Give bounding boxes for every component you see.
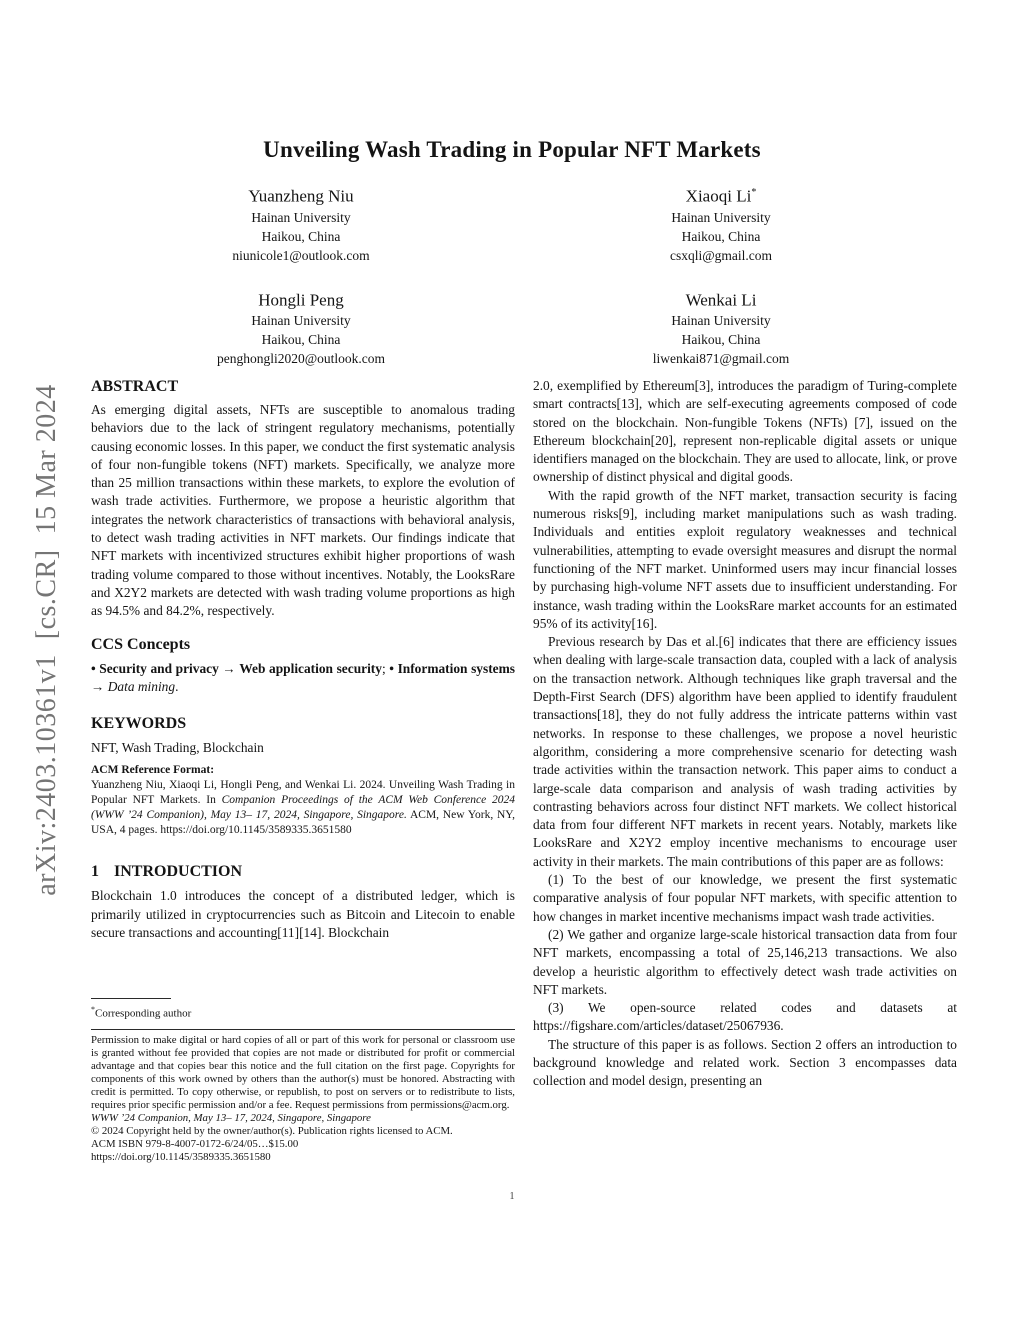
author-affiliation: Hainan University (671, 209, 771, 225)
author-4 (511, 286, 931, 369)
abstract-heading: ABSTRACT (91, 378, 179, 395)
author-city: Haikou, China (261, 228, 341, 244)
page-number: 1 (509, 1191, 515, 1202)
ccs-heading: CCS Concepts (91, 635, 191, 653)
permission-rule (91, 1029, 515, 1030)
section-number: 1 (91, 863, 99, 881)
contribution-1-paragraph: (1) To the best of our knowledge, we present the first systematic comparative analysis of four popular NFT markets, with specific attention to how changes in market incentive mechanisms impact wash trade activities. (533, 872, 957, 924)
keywords-heading: KEYWORDS (91, 715, 187, 733)
author-city: Haikou, China (681, 228, 761, 244)
body-paragraph: The structure of this paper is as follows. Section 2 offers an introduction to background knowledge and related work. Section 3 encompasses data collection and model design, presenting an (533, 1036, 957, 1089)
author-2 (511, 182, 931, 265)
footnote-marker: * (91, 1005, 95, 1014)
author-name: Wenkai Li (685, 290, 757, 310)
contribution-3-paragraph: (3) We open-source related codes and datasets at https://figshare.com/articles/dataset/25067936. (533, 1000, 957, 1034)
author-1 (91, 182, 511, 265)
body-paragraph: With the rapid growth of the NFT market, transaction security is facing numerous risks[9], including market manipulations such as wash trading. Individuals and entities exploit regulatory weaknesses and technical vulnerabilities, attempting to evade oversight measures and disrupt the normal functioning of the NFT market. Uninformed users may incur financial losses by purchasing high-volume NFT assets due to insufficient understanding. For instance, wash trading within the LooksRare market accounts for an estimated 95% of its activity[16]. (533, 487, 957, 631)
doi-link: https://doi.org/10.1145/3589335.3651580 (91, 1151, 271, 1164)
author-city: Haikou, China (681, 332, 761, 348)
acm-reference-heading: ACM Reference Format: (91, 764, 215, 777)
footnote-rule (91, 998, 171, 999)
left-column (91, 377, 515, 998)
isbn-line: ACM ISBN 979-8-4007-0172-6/24/05…$15.00 (91, 1138, 299, 1151)
author-email: csxqli@gmail.com (669, 247, 773, 263)
section-title: INTRODUCTION (114, 863, 243, 881)
author-email: liwenkai871@gmail.com (652, 351, 790, 367)
author-affiliation: Hainan University (671, 313, 771, 329)
acm-reference-text: Yuanzheng Niu, Xiaoqi Li, Hongli Peng, and Wenkai Li. 2024. Unveiling Wash Trading in Popular NFT Markets. In Companion Proceedings of the ACM Web Conference 2024 (WWW ’24 Companion), May 13– 17, 2024, Singapore, Singapore. ACM, New York, NY, USA, 4 pages. https://doi.org/10.1145/3589335.3651580 (91, 779, 515, 837)
ccs-text: • Security and privacy → Web application security; • Information systems → Data mining. (91, 660, 515, 694)
arxiv-watermark: arXiv:2403.10361v1 [cs.CR] 15 Mar 2024 (31, 384, 62, 896)
keywords-text: NFT, Wash Trading, Blockchain (91, 740, 264, 756)
conference-line: WWW ’24 Companion, May 13– 17, 2024, Singapore, Singapore (91, 1112, 371, 1125)
permission-text: Permission to make digital or hard copies of all or part of this work for personal or classroom use is granted without fee provided that copies are not made or distributed for profit or commercial advantage and that copies bear this notice and the full citation on the first page. Copyrights for components of this work owned by others than the author(s) must be honored. Abstracting with credit is permitted. To copy otherwise, or republish, to post on servers or to redistribute to lists, requires prior specific permission and/or a fee. Request permissions from permissions@acm.org. (91, 1034, 515, 1112)
author-name: Xiaoqi Li* (685, 186, 757, 206)
abstract-text: As emerging digital assets, NFTs are susceptible to anomalous trading behaviors due to the lack of stringent regulatory mechanisms, potentially causing economic losses. In this paper, we conduct the first systematic analysis of four non-fungible tokens (NFT) markets. Specifically, we analyze more than 25 million transactions within these markets, to explore the evolution of wash trade activities. Furthermore, we propose a heuristic algorithm that integrates the network characteristics of transactions with behavioral analysis, to detect wash trading activities in NFT markets. Our findings indicate that NFT markets with incentivized structures exhibit higher proportions of wash trading volume compared to those without incentives. Notably, the LooksRare and X2Y2 markets are detected with wash trading volume proportions as high as 94.5% and 84.2%, respectively. (91, 402, 515, 619)
body-paragraph: 2.0, exemplified by Ethereum[3], introduces the paradigm of Turing-complete smart contracts[13], which are self-executing agreements composed of code stored on the blockchain. Non-fungible Tokens (NFTs) [7], issued on the Ethereum blockchain[20], represent non-replicable digital assets or unique identifiers managed on the blockchain. They are used to allocate, link, or prove ownership of distinct physical and digital goods. (533, 378, 957, 485)
footnote-permission-block (91, 998, 515, 1164)
contribution-2-paragraph: (2) We gather and organize large-scale historical transaction data from four NFT markets, encompassing a total of 25,146,213 transactions. We also develop a heuristic algorithm to effectively detect wash trade activities on NFT markets. (533, 926, 957, 997)
author-affiliation: Hainan University (251, 313, 351, 329)
body-paragraph: Previous research by Das et al.[6] indicates that there are efficiency issues when dealing with large-scale transaction data, coupled with a lack of analysis on the transaction network. Although techniques like graph traversal and the Depth-First Search (DFS) algorithm have been applied to identify fraudulent transactions[18], they do not fully address the intricate patterns within vast networks. In response to these challenges, we propose a novel heuristic algorithm, considering a more comprehensive scenario for detecting wash trade activities within the transaction network. This paper aims to conduct a large-scale data comparison and analysis of wash trading activities by contrasting behaviors across four distinct NFT markets. We collect historical data from four different NFT markets in recent years. Notably, markets like LooksRare and X2Y2 employ incentive mechanisms to encourage user activity in their markets. The main contributions of this paper are as follows: (533, 634, 957, 869)
author-email: niunicole1@outlook.com (232, 247, 370, 263)
author-name: Yuanzheng Niu (248, 186, 354, 206)
corresponding-author-mark: * (751, 187, 757, 198)
author-name: Hongli Peng (258, 290, 344, 310)
author-city: Haikou, China (261, 332, 341, 348)
author-email: penghongli2020@outlook.com (216, 351, 386, 367)
author-affiliation: Hainan University (251, 209, 351, 225)
copyright-line: © 2024 Copyright held by the owner/author(s). Publication rights licensed to ACM. (91, 1125, 453, 1138)
paper-title: Unveiling Wash Trading in Popular NFT Markets (263, 137, 761, 162)
right-column (533, 377, 957, 1193)
introduction-heading (91, 862, 515, 881)
corresponding-author-footnote: *Corresponding author (91, 1005, 192, 1020)
introduction-paragraph: Blockchain 1.0 introduces the concept of a distributed ledger, which is primarily utilized in cryptocurrencies such as Bitcoin and Litecoin to enable secure transactions and accounting[11][14]. Blockchain (91, 888, 515, 941)
authors-block (91, 182, 931, 368)
author-3 (91, 286, 511, 369)
